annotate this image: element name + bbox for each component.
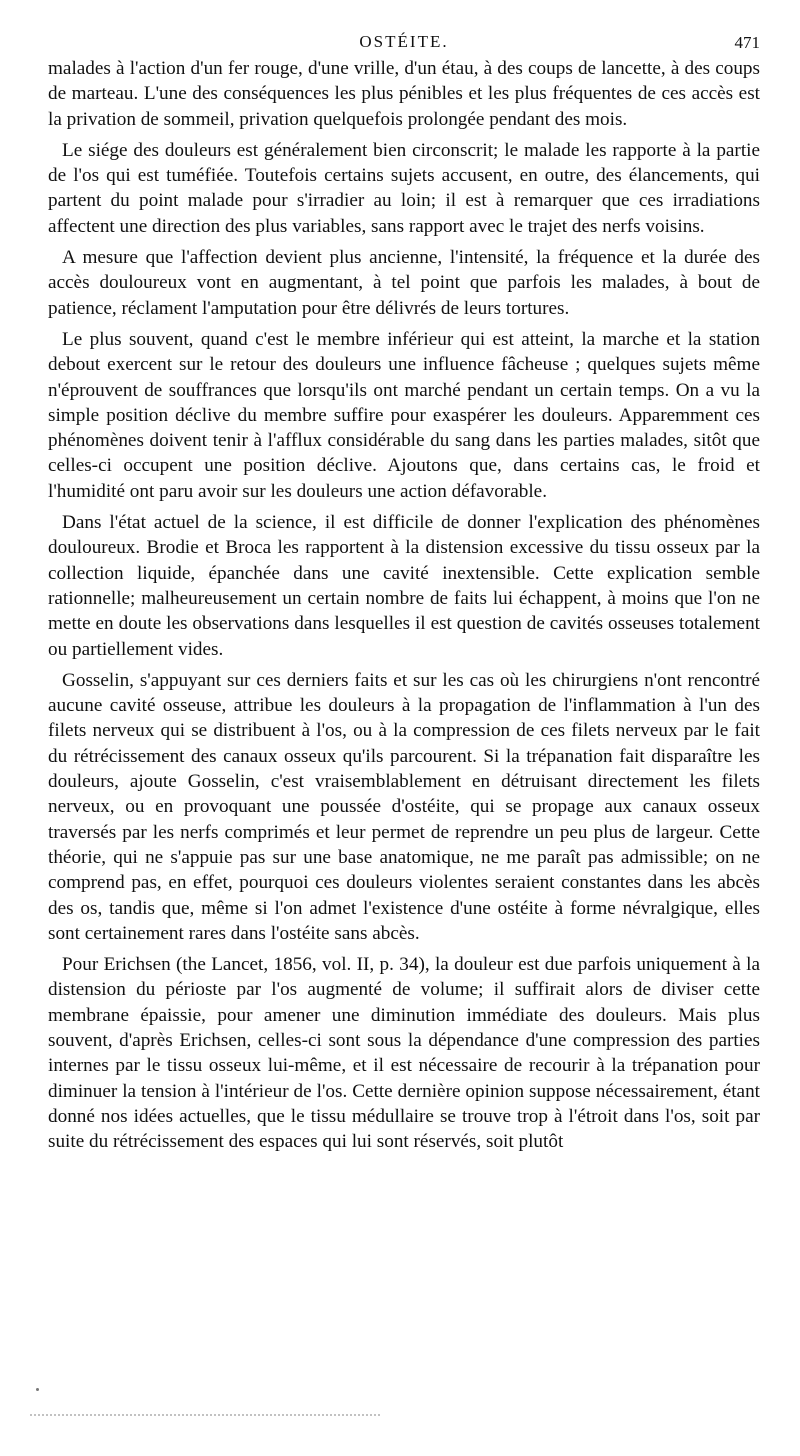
- page-body: [48, 56, 760, 1154]
- book-page: [48, 26, 760, 1154]
- paragraph-4: Le plus souvent, quand c'est le membre inférieur qui est atteint, la marche et la station debout exercent sur le retour des douleurs une influence fâcheuse ; quelques sujets même n'éprouvent de souffrances que lorsqu'ils ont marché pendant un certain temps. On a vu la simple position déclive du membre suffire pour exaspérer les douleurs. Apparemment ces phénomènes doivent tenir à l'afflux considérable du sang dans les parties malades, sitôt que celles-ci occupent une position déclive. Ajoutons que, dans certains cas, le froid et l'humidité ont paru avoir sur les douleurs une action défavorable.: [48, 328, 760, 502]
- paragraph-5: Dans l'état actuel de la science, il est difficile de donner l'explication des phénomènes douloureux. Brodie et Broca les rapportent à la distension excessive du tissu osseux par la collection liquide, épanchée dans une cavité inextensible. Cette explication semble rationnelle; malheureusement un certain nombre de faits lui échappent, à moins que l'on ne mette en doute les observations dans lesquelles il est question de cavités osseuses totalement ou partiellement vides.: [48, 512, 760, 660]
- paragraph-7: Pour Erichsen (the Lancet, 1856, vol. II, p. 34), la douleur est due parfois uniquement à la distension du périoste par l'os augmenté de volume; il suffirait alors de diviser cette membrane épaissie, pour amener une diminution immédiate des douleurs. Mais plus souvent, d'après Erichsen, celles-ci sont sous la dépendance d'une compression des parties internes par le tissu osseux lui-même, et il est nécessaire de recourir à la trépanation pour diminuer la tension à l'intérieur de l'os. Cette dernière opinion suppose nécessairement, étant donné nos idées actuelles, que le tissu médullaire se trouve trop à l'étroit dans l'os, soit par suite du rétrécissement des espaces qui lui sont réservés, soit plutôt: [48, 954, 760, 1153]
- scan-speck: [36, 1388, 39, 1391]
- scan-artifact-marks: [30, 1414, 380, 1426]
- paragraph-3: A mesure que l'affection devient plus ancienne, l'intensité, la fréquence et la durée des accès douloureux vont en augmentant, à tel point que parfois les malades, à bout de patience, réclament l'amputation pour être délivrés de leurs tortures.: [48, 247, 760, 319]
- paragraph-2: Le siége des douleurs est généralement bien circonscrit; le malade les rapporte à la partie de l'os qui est tuméfiée. Toutefois certains sujets accusent, en outre, des élancements, qui partent du point malade pour s'irradier au loin; il est à remarquer que ces irradiations affectent une direction des plus variables, sans rapport avec le trajet des nerfs voisins.: [48, 139, 760, 237]
- paragraph-1: malades à l'action d'un fer rouge, d'une vrille, d'un étau, à des coups de lancette, à des coups de marteau. L'une des conséquences les plus pénibles et les plus fréquentes de ces accès est la privation de sommeil, privation quelquefois prolongée pendant des mois.: [48, 58, 760, 130]
- page-header: [48, 26, 760, 56]
- page-number: 471: [734, 33, 760, 52]
- paragraph-6: Gosselin, s'appuyant sur ces derniers faits et sur les cas où les chirurgiens n'ont rencontré aucune cavité osseuse, attribue les douleurs à la propagation de l'inflammation à l'un des filets nerveux qui se distribuent à l'os, ou à la compression de ces filets nerveux par le fait du rétrécissement des canaux osseux qu'ils parcourent. Si la trépanation fait disparaître les douleurs, ajoute Gosselin, c'est vraisemblablement en détruisant directement les filets nerveux, ou en provoquant une poussée d'ostéite, qui se propage aux canaux osseux traversés par les nerfs comprimés et leur permet de reprendre un peu plus de largeur. Cette théorie, qui ne s'appuie pas sur une base anatomique, ne me paraît pas admissible; on ne comprend pas, en effet, pourquoi ces douleurs violentes seraient constantes dans les abcès des os, tandis que, même si l'on admet l'existence d'une ostéite à forme névralgique, elles sont certainement rares dans l'ostéite sans abcès.: [48, 669, 760, 944]
- running-title: OSTÉITE.: [359, 32, 449, 51]
